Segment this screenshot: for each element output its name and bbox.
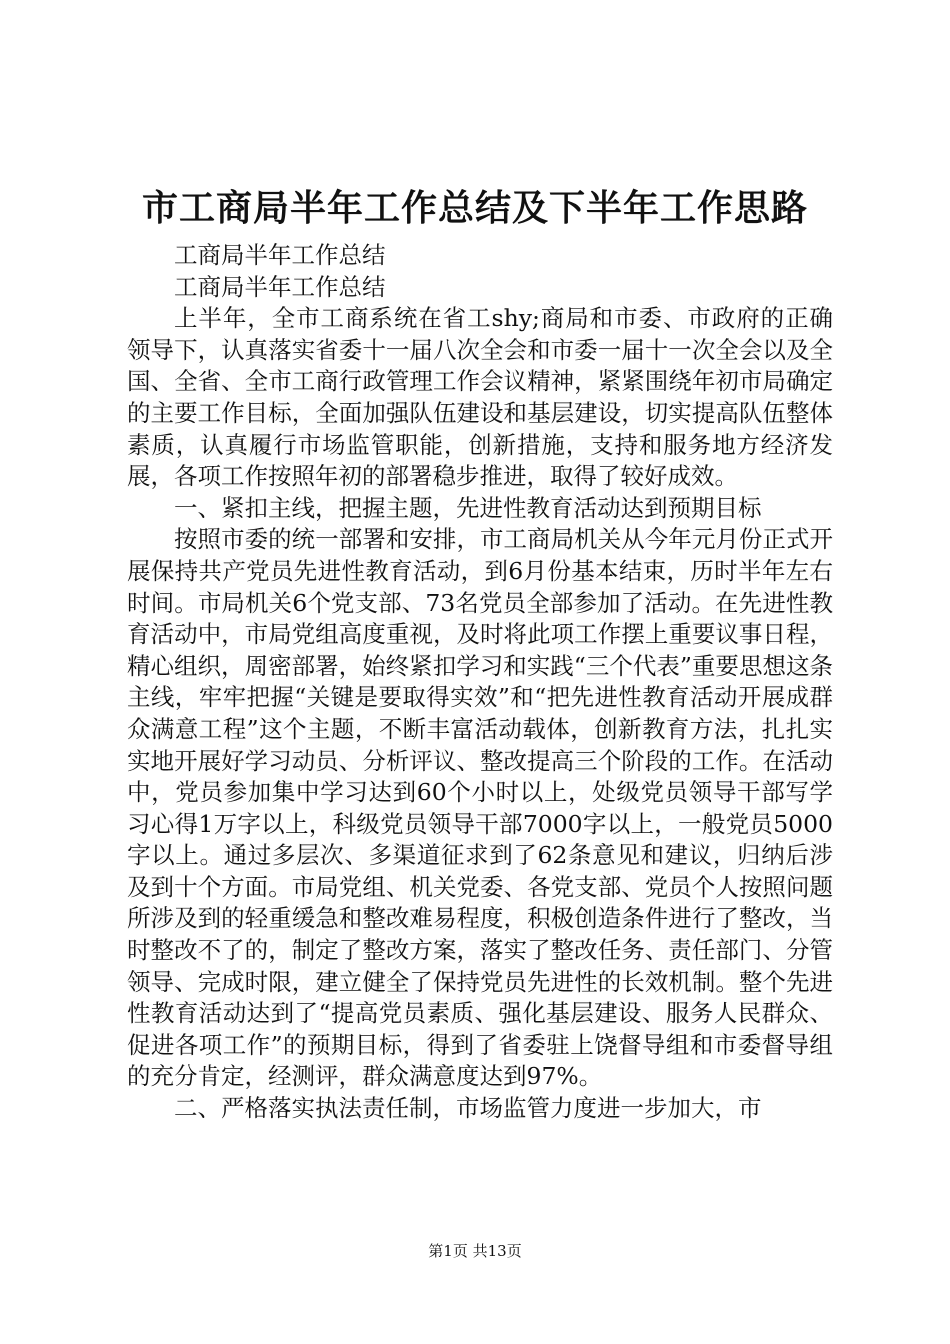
document-body bbox=[127, 240, 833, 1125]
section-heading-2: 二、严格落实执法责任制，市场监管力度进一步加大，市 bbox=[174, 1094, 762, 1123]
document-title: 市工商局半年工作总结及下半年工作思路 bbox=[141, 187, 808, 229]
section-heading-1: 一、紧扣主线，把握主题，先进性教育活动达到预期目标 bbox=[174, 493, 762, 522]
subtitle-line: 工商局半年工作总结 bbox=[174, 241, 386, 269]
page-number: 第1页 共13页 bbox=[428, 1242, 522, 1260]
section-1-paragraph: 按照市委的统一部署和安排，市工商局机关从今年元月份正式开展保持共产党员先进性教育活动，到6月份基本结束，历时半年左右时间。市局机关6个党支部、73名党员全部参加了活动。在先进性教育活动中，市局党组高度重视，及时将此项工作摆上重要议事日程，精心组织，周密部署，始终紧扣学习和实践“三个代表”重要思想这条主线，牢牢把握“关键是要取得实效”和“把先进性教育活动开展成群众满意工程”这个主题，不断丰富活动载体，创新教育方法，扎扎实实地开展好学习动员、分析评议、整改提高三个阶段的工作。在活动中，党员参加集中学习达到60个小时以上，处级党员领导干部写学习心得1万字以上，科级党员领导干部7000字以上，一般党员5000字以上。通过多层次、多渠道征求到了62条意见和建议，归纳后涉及到十个方面。市局党组、机关党委、各党支部、党员个人按照问题所涉及到的轻重缓急和整改难易程度，积极创造条件进行了整改，当时整改不了的，制定了整改方案，落实了整改任务、责任部门、分管领导、完成时限，建立健全了保持党员先进性的长效机制。整个先进性教育活动达到了“提高党员素质、强化基层建设、服务人民群众、促进各项工作”的预期目标，得到了省委驻上饶督导组和市委督导组的充分肯定，经测评，群众满意度达到97%。 bbox=[127, 525, 833, 1091]
subtitle-line: 工商局半年工作总结 bbox=[174, 272, 386, 301]
intro-paragraph: 上半年，全市工商系统在省工shy;商局和市委、市政府的正确领导下，认真落实省委十一届八次全会和市委一届十一次全会以及全国、全省、全市工商行政管理工作会议精神，紧紧围绕年初市局确定的主要工作目标，全面加强队伍建设和基层建设，切实提高队伍整体素质，认真履行市场监管职能，创新措施，支持和服务地方经济发展，各项工作按照年初的部署稳步推进，取得了较好成效。 bbox=[127, 304, 833, 491]
